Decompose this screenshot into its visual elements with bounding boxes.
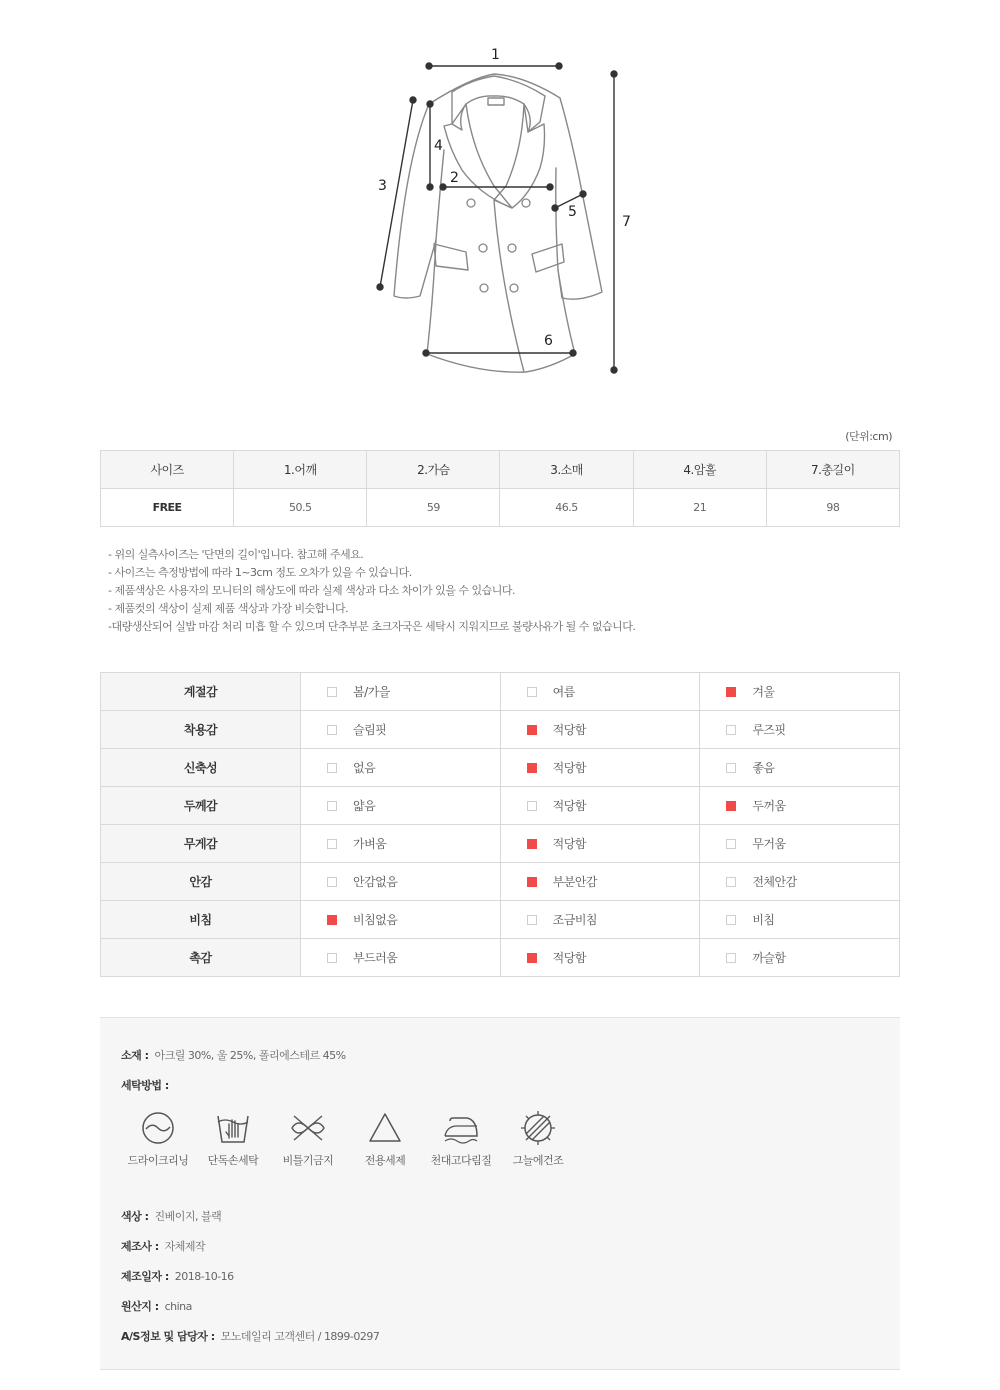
care-icons bbox=[100, 1110, 900, 1180]
table-row bbox=[101, 749, 900, 787]
size-header-cell: 3.소매 bbox=[500, 451, 633, 489]
size-table bbox=[100, 450, 900, 527]
maker-value: 자체제작 bbox=[164, 1240, 206, 1253]
color-value: 진베이지, 블랙 bbox=[154, 1210, 222, 1223]
date-row bbox=[121, 1268, 234, 1284]
checked-box-icon bbox=[726, 687, 736, 697]
unchecked-box-icon bbox=[327, 763, 337, 773]
feel-option bbox=[700, 749, 900, 787]
material-row bbox=[121, 1047, 346, 1063]
feel-category: 안감 bbox=[101, 863, 301, 901]
feel-option-label: 없음 bbox=[353, 761, 376, 775]
feel-option bbox=[700, 787, 900, 825]
feel-option-label: 적당함 bbox=[552, 761, 586, 775]
material-key: 소재 : bbox=[121, 1049, 149, 1062]
care-label: 비틀기금지 bbox=[282, 1154, 334, 1167]
material-value: 아크릴 30%, 울 25%, 폴리에스테르 45% bbox=[154, 1049, 346, 1062]
feel-category: 신축성 bbox=[101, 749, 301, 787]
feel-option bbox=[500, 749, 700, 787]
feel-option-label: 까슬함 bbox=[752, 951, 786, 965]
measure-label-7: 7 bbox=[622, 214, 631, 230]
feel-option bbox=[301, 863, 501, 901]
table-row bbox=[101, 787, 900, 825]
feel-option bbox=[700, 825, 900, 863]
size-header-cell: 7.총길이 bbox=[766, 451, 899, 489]
table-row bbox=[101, 711, 900, 749]
size-cell: 50.5 bbox=[234, 489, 367, 527]
feel-option-label: 루즈핏 bbox=[752, 723, 786, 737]
unchecked-box-icon bbox=[726, 953, 736, 963]
date-key: 제조일자 : bbox=[121, 1270, 169, 1283]
feel-option bbox=[301, 939, 501, 977]
size-notes bbox=[108, 546, 908, 636]
feel-option-label: 겨울 bbox=[752, 685, 775, 699]
unchecked-box-icon bbox=[726, 915, 736, 925]
feel-option-label: 부분안감 bbox=[552, 875, 598, 889]
no-wring-icon bbox=[288, 1110, 328, 1146]
feel-option bbox=[301, 787, 501, 825]
iron-icon bbox=[441, 1110, 481, 1146]
size-header-cell: 2.가슴 bbox=[367, 451, 500, 489]
feel-option bbox=[301, 749, 501, 787]
feel-option-label: 비침없음 bbox=[353, 913, 398, 927]
feel-category: 무게감 bbox=[101, 825, 301, 863]
origin-row bbox=[121, 1298, 192, 1314]
measure-label-1: 1 bbox=[491, 47, 500, 63]
care-label: 그늘에건조 bbox=[512, 1154, 564, 1167]
checked-box-icon bbox=[726, 801, 736, 811]
size-cell: 46.5 bbox=[500, 489, 633, 527]
feel-option bbox=[700, 939, 900, 977]
feel-option-label: 비침 bbox=[752, 913, 775, 927]
feel-option-label: 좋음 bbox=[752, 761, 775, 775]
note-line: - 위의 실측사이즈는 '단면의 길이'입니다. 참고해 주세요. bbox=[108, 548, 364, 561]
feel-option bbox=[500, 673, 700, 711]
measure-label-6: 6 bbox=[544, 333, 553, 349]
feel-category: 두께감 bbox=[101, 787, 301, 825]
size-cell: 59 bbox=[367, 489, 500, 527]
color-row bbox=[121, 1208, 221, 1224]
measure-label-2: 2 bbox=[450, 170, 459, 186]
feel-option bbox=[500, 711, 700, 749]
size-header-cell: 1.어깨 bbox=[234, 451, 367, 489]
feel-option bbox=[500, 901, 700, 939]
checked-box-icon bbox=[527, 725, 537, 735]
table-row bbox=[101, 863, 900, 901]
feel-option bbox=[700, 711, 900, 749]
unchecked-box-icon bbox=[726, 877, 736, 887]
hand-wash-icon bbox=[215, 1110, 251, 1146]
table-row bbox=[101, 673, 900, 711]
feel-category: 촉감 bbox=[101, 939, 301, 977]
table-row bbox=[101, 825, 900, 863]
feel-option-label: 두꺼움 bbox=[752, 799, 786, 813]
maker-row bbox=[121, 1238, 205, 1254]
origin-value: china bbox=[164, 1300, 192, 1313]
feel-option-label: 적당함 bbox=[552, 723, 586, 737]
note-line: - 사이즈는 측정방법에 따라 1~3cm 정도 오차가 있을 수 있습니다. bbox=[108, 566, 412, 579]
shade-dry-icon bbox=[520, 1110, 556, 1146]
unchecked-box-icon bbox=[527, 801, 537, 811]
feel-option bbox=[500, 825, 700, 863]
care-label: 천대고다림질 bbox=[430, 1154, 492, 1167]
washing-key: 세탁방법 : bbox=[121, 1079, 169, 1092]
feel-category: 착용감 bbox=[101, 711, 301, 749]
checked-box-icon bbox=[527, 877, 537, 887]
unchecked-box-icon bbox=[726, 763, 736, 773]
size-header-cell: 4.암홀 bbox=[633, 451, 766, 489]
checked-box-icon bbox=[527, 839, 537, 849]
origin-key: 원산지 : bbox=[121, 1300, 159, 1313]
date-value: 2018-10-16 bbox=[174, 1270, 234, 1283]
care-label: 드라이크리닝 bbox=[127, 1154, 189, 1167]
unchecked-box-icon bbox=[527, 915, 537, 925]
color-key: 색상 : bbox=[121, 1210, 149, 1223]
feel-option-label: 봄/가을 bbox=[353, 685, 390, 699]
feel-option bbox=[301, 825, 501, 863]
feel-option-label: 슬림핏 bbox=[353, 723, 387, 737]
note-line: - 제품색상은 사용자의 모니터의 해상도에 따라 실제 색상과 다소 차이가 있을 수 있습니다. bbox=[108, 584, 515, 597]
as-key: A/S정보 및 담당자 : bbox=[121, 1330, 215, 1343]
care-item bbox=[493, 1110, 583, 1168]
feel-option bbox=[500, 787, 700, 825]
size-cell: 98 bbox=[766, 489, 899, 527]
unchecked-box-icon bbox=[327, 687, 337, 697]
as-value: 모노데일리 고객센터 / 1899-0297 bbox=[220, 1330, 380, 1343]
feel-option-label: 안감없음 bbox=[353, 875, 398, 889]
checked-box-icon bbox=[527, 763, 537, 773]
feel-option-label: 적당함 bbox=[552, 951, 586, 965]
coat-outline-icon bbox=[0, 0, 1000, 410]
unchecked-box-icon bbox=[327, 801, 337, 811]
size-table-header bbox=[101, 451, 900, 489]
table-row bbox=[101, 489, 900, 527]
as-row bbox=[121, 1328, 379, 1344]
unchecked-box-icon bbox=[726, 839, 736, 849]
unchecked-box-icon bbox=[527, 687, 537, 697]
feel-option-label: 가벼움 bbox=[353, 837, 387, 851]
maker-key: 제조사 : bbox=[121, 1240, 159, 1253]
unchecked-box-icon bbox=[327, 839, 337, 849]
unchecked-box-icon bbox=[327, 877, 337, 887]
feel-category: 비침 bbox=[101, 901, 301, 939]
feel-option-label: 얇음 bbox=[353, 799, 376, 813]
care-label: 전용세제 bbox=[364, 1154, 406, 1167]
feel-option bbox=[500, 939, 700, 977]
feel-option-label: 부드러움 bbox=[353, 951, 398, 965]
size-cell: FREE bbox=[101, 489, 234, 527]
unchecked-box-icon bbox=[327, 725, 337, 735]
care-label: 단독손세탁 bbox=[207, 1154, 259, 1167]
feel-option-label: 조금비침 bbox=[552, 913, 598, 927]
feel-category: 계절감 bbox=[101, 673, 301, 711]
note-line: -대량생산되어 실밥 마감 처리 미흡 할 수 있으며 단추부분 초크자국은 세탁시 지워지므로 불량사유가 될 수 없습니다. bbox=[108, 620, 636, 633]
fabric-feel-table bbox=[100, 672, 900, 977]
bleach-triangle-icon bbox=[367, 1110, 403, 1146]
measure-label-5: 5 bbox=[568, 204, 577, 220]
feel-option bbox=[700, 863, 900, 901]
measure-label-3: 3 bbox=[378, 178, 387, 194]
feel-option bbox=[700, 673, 900, 711]
checked-box-icon bbox=[527, 953, 537, 963]
note-line: - 제품컷의 색상이 실제 제품 색상과 가장 비슷합니다. bbox=[108, 602, 349, 615]
washing-row bbox=[121, 1077, 175, 1093]
product-info-box bbox=[100, 1017, 900, 1370]
feel-option bbox=[301, 673, 501, 711]
feel-option-label: 전체안감 bbox=[752, 875, 797, 889]
feel-option bbox=[301, 711, 501, 749]
measure-label-4: 4 bbox=[434, 138, 443, 154]
size-header-cell: 사이즈 bbox=[101, 451, 234, 489]
unchecked-box-icon bbox=[327, 953, 337, 963]
checked-box-icon bbox=[327, 915, 337, 925]
feel-option bbox=[700, 901, 900, 939]
feel-option bbox=[500, 863, 700, 901]
feel-option bbox=[301, 901, 501, 939]
feel-option-label: 적당함 bbox=[552, 799, 586, 813]
unchecked-box-icon bbox=[726, 725, 736, 735]
feel-option-label: 무거움 bbox=[752, 837, 786, 851]
size-diagram bbox=[0, 0, 1000, 410]
size-cell: 21 bbox=[633, 489, 766, 527]
table-row bbox=[101, 901, 900, 939]
unit-label: (단위:cm) bbox=[845, 430, 892, 443]
feel-option-label: 여름 bbox=[552, 685, 575, 699]
dry-clean-icon bbox=[140, 1110, 176, 1146]
feel-option-label: 적당함 bbox=[552, 837, 586, 851]
table-row bbox=[101, 939, 900, 977]
